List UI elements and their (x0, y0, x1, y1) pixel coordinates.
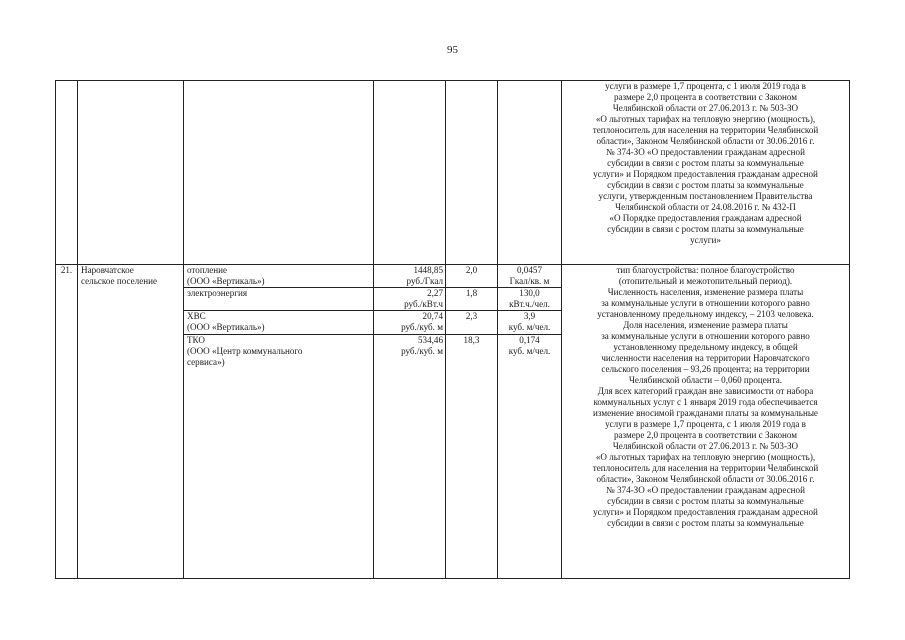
growth-electricity: 1,8 (446, 287, 497, 310)
page-number: 95 (447, 44, 458, 56)
table-row-21 (56, 265, 850, 579)
note-line: Для всех категорий граждан вне зависимости от набора (597, 386, 814, 396)
note-line: тип благоустройства: полное благоустройство (616, 265, 795, 275)
note-line: установленному предельному индексу, в общей (613, 342, 798, 352)
note-line: субсидии в связи с ростом платы за коммунальные (607, 518, 804, 528)
note-line: № 374-ЗО «О предоставлении гражданам адресной (606, 147, 805, 157)
note-line: услуги» (690, 235, 721, 245)
norm-solid-waste: 0,174 куб. м/чел. (498, 334, 561, 371)
note-line: «О льготных тарифах на тепловую энергию (мощность), (595, 452, 816, 462)
note-line: Челябинской области – 0,060 процента. (628, 375, 783, 385)
tariff-cold-water: 20,74 руб./куб. м (374, 310, 445, 334)
settlement-name: Наровчатское сельское поселение (78, 265, 184, 579)
row-number: 21. (56, 265, 78, 579)
cell-number-empty (56, 81, 78, 265)
note-line: услуги» и Порядком предоставления гражданам адресной (593, 507, 818, 517)
services-cell (184, 265, 374, 579)
cell-service-empty (184, 81, 374, 265)
note-line: Челябинской области от 27.06.2013 г. № 503-ЗО (612, 103, 799, 113)
note-line: за коммунальные услуги в отношении которого равно (601, 298, 810, 308)
note-line: численности населения на территории Наровчатского (601, 353, 810, 363)
growth-heating: 2,0 (465, 265, 478, 275)
note-line: услуги в размере 1,7 процента, с 1 июля 2019 года в (605, 81, 806, 91)
service-electricity: электроэнергия (184, 287, 373, 310)
service-cold-water: ХВС (ООО «Вертикаль») (184, 310, 373, 334)
cell-tariff-empty (374, 81, 446, 265)
note-line: субсидии в связи с ростом платы за коммунальные (607, 224, 804, 234)
note-line: (отопительный и межотопительный период). (618, 276, 793, 286)
note-line: Численность населения, изменение размера платы (607, 287, 804, 297)
tariff-heating: 1448,85 руб./Гкал (406, 265, 443, 286)
tariff-cell (374, 265, 446, 579)
growth-cold-water: 2,3 (446, 310, 497, 334)
note-line: теплоноситель для населения на территории Челябинской (592, 125, 819, 135)
note-line: субсидии в связи с ростом платы за коммунальные (607, 180, 804, 190)
note-line: установленному предельному индексу, – 2103 человека. (597, 309, 814, 319)
cell-note-21 (562, 265, 850, 579)
tariff-table (55, 80, 850, 579)
note-line: размере 2,0 процента в соответствии с Законом (613, 430, 798, 440)
cell-growth-empty (446, 81, 498, 265)
note-line: теплоноситель для населения на территории Челябинской (592, 463, 819, 473)
tariff-electricity: 2,27 руб./кВт.ч (374, 287, 445, 310)
table-row-previous (56, 81, 850, 265)
service-heating: отопление (ООО «Вертикаль») (187, 265, 265, 286)
note-line: услуги, утвержденным постановлением Правительства (598, 191, 813, 201)
cell-norm-empty (498, 81, 562, 265)
note-line: размере 2,0 процента в соответствии с Законом (613, 92, 798, 102)
note-line: Челябинской области от 24.08.2016 г. № 432-П (615, 202, 796, 212)
tariff-solid-waste: 534,46 руб./куб. м (374, 334, 445, 371)
norm-heating: 0,0457 Гкал/кв. м (509, 265, 550, 286)
note-line: сельского поселения – 93,26 процента; на территории (601, 364, 810, 374)
note-line: Доля населения, изменение размера платы (623, 320, 788, 330)
growth-solid-waste: 18,3 (446, 334, 497, 371)
note-line: субсидии в связи с ростом платы за коммунальные (607, 496, 804, 506)
cell-settlement-empty (78, 81, 184, 265)
note-line: изменение вносимой гражданами платы за коммунальные (593, 408, 818, 418)
note-line: услуги в размере 1,7 процента, с 1 июля 2019 года в (605, 419, 806, 429)
norm-cell (498, 265, 562, 579)
note-line: коммунальных услуг с 1 января 2019 года обеспечивается (593, 397, 818, 407)
norm-cold-water: 3,9 куб. м/чел. (498, 310, 561, 334)
note-line: № 374-ЗО «О предоставлении гражданам адресной (606, 485, 805, 495)
note-line: области», Законом Челябинской области от 30.06.2016 г. (596, 136, 815, 146)
growth-cell (446, 265, 498, 579)
note-line: услуги» и Порядком предоставления гражданам адресной (593, 169, 818, 179)
note-line: «О Порядке предоставления гражданам адресной (609, 213, 802, 223)
note-line: «О льготных тарифах на тепловую энергию (мощность), (595, 114, 816, 124)
cell-note-previous (562, 81, 850, 265)
service-solid-waste: ТКО (ООО «Центр коммунального сервиса») (184, 334, 373, 371)
note-line: за коммунальные услуги в отношении которого равно (601, 331, 810, 341)
note-line: Челябинской области от 27.06.2013 г. № 503-ЗО (612, 441, 799, 451)
norm-electricity: 130,0 кВт.ч./чел. (498, 287, 561, 310)
note-line: субсидии в связи с ростом платы за коммунальные (607, 158, 804, 168)
note-line: области», Законом Челябинской области от 30.06.2016 г. (596, 474, 815, 484)
